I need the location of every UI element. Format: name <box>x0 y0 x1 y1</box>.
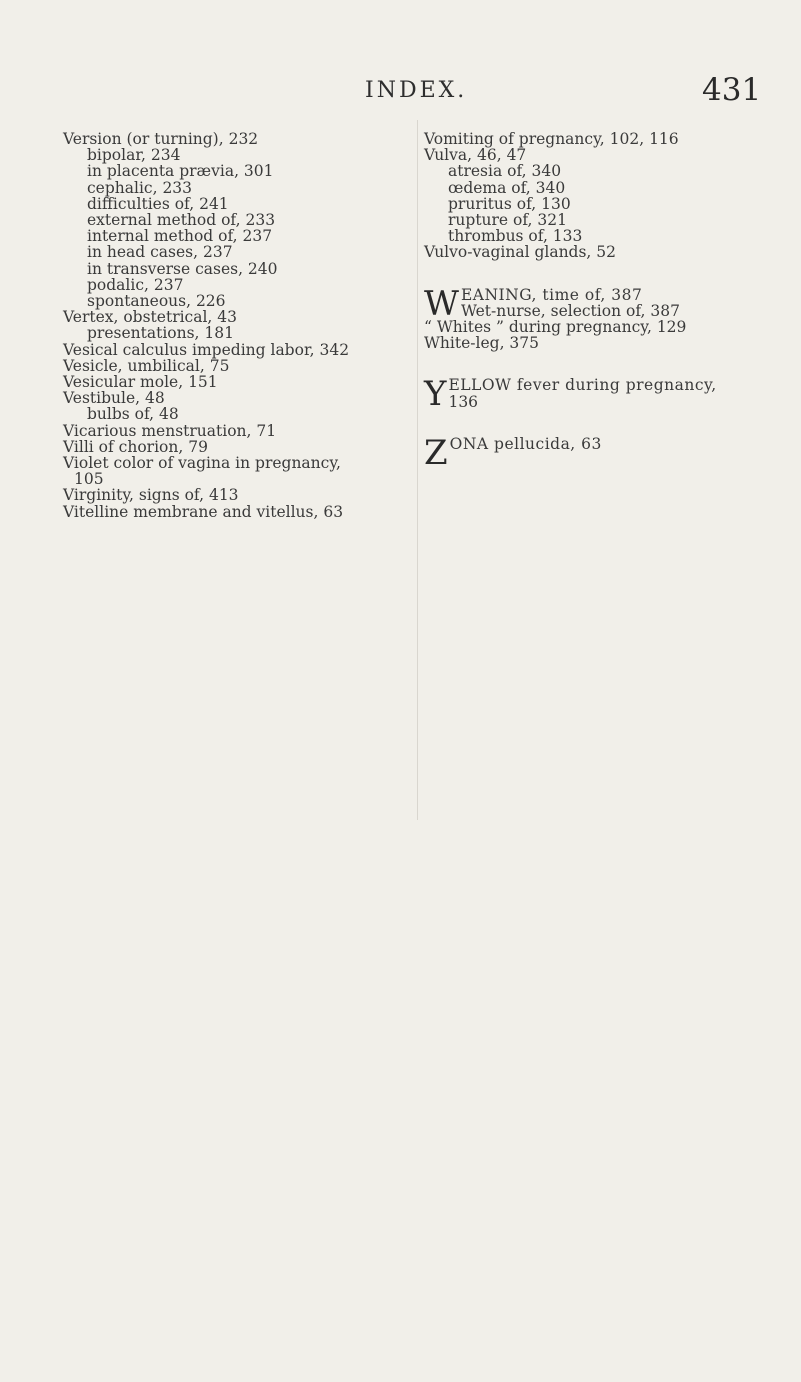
index-subentry: bipolar, 234 <box>87 146 181 165</box>
index-subentry: pruritus of, 130 <box>448 194 571 213</box>
index-entry: Vertex, obstetrical, 43 <box>63 308 238 327</box>
left-index-column <box>63 131 418 520</box>
w-section <box>424 283 794 353</box>
index-entry-continuation: 136 <box>448 392 479 411</box>
index-entry: ONA pellucida, 63 <box>449 434 602 453</box>
dropcap-w: W <box>424 283 459 324</box>
index-entry: Vesicle, umbilical, 75 <box>63 356 230 375</box>
index-subentry: difficulties of, 241 <box>87 194 229 213</box>
index-entry: Vulvo-vaginal glands, 52 <box>424 243 617 262</box>
index-entry: Virginity, signs of, 413 <box>63 486 239 505</box>
dropcap-y: Y <box>424 374 447 415</box>
index-subentry: in head cases, 237 <box>87 243 233 262</box>
index-subentry: œdema of, 340 <box>448 178 566 197</box>
index-subentry: bulbs of, 48 <box>87 405 179 424</box>
index-subentry: cephalic, 233 <box>87 178 193 197</box>
index-entry: Vomiting of pregnancy, 102, 116 <box>424 130 679 148</box>
index-subentry: internal method of, 237 <box>87 227 273 246</box>
index-entry: White-leg, 375 <box>424 334 540 353</box>
index-subentry: podalic, 237 <box>87 275 184 294</box>
index-entry-continuation: 105 <box>74 470 104 489</box>
z-section <box>424 432 794 473</box>
index-entry: ELLOW fever during pregnancy, <box>448 376 717 395</box>
index-entry: Wet-nurse, selection of, 387 <box>460 301 680 320</box>
index-subentry: in transverse cases, 240 <box>87 259 278 278</box>
index-subentry: rupture of, 321 <box>448 211 567 230</box>
index-subentry: in placenta prævia, 301 <box>87 162 274 181</box>
index-entry: Version (or turning), 232 <box>63 130 259 148</box>
page-number: 431 <box>702 72 762 108</box>
index-entry: Vulva, 46, 47 <box>424 146 527 165</box>
right-index-column <box>424 130 794 473</box>
index-subentry: atresia of, 340 <box>448 162 562 181</box>
index-entry: Villi of chorion, 79 <box>63 437 208 456</box>
index-subentry: presentations, 181 <box>87 324 234 343</box>
index-entry: Vicarious menstruation, 71 <box>63 421 277 440</box>
index-entry: Vesicular mole, 151 <box>63 373 218 392</box>
index-subentry: spontaneous, 226 <box>87 292 226 311</box>
index-entry: EANING, time of, 387 <box>460 285 643 304</box>
page-header <box>0 72 801 112</box>
index-subentry: thrombus of, 133 <box>448 227 583 246</box>
index-subentry: external method of, 233 <box>87 211 276 230</box>
dropcap-z: Z <box>424 432 448 473</box>
index-entry: Vesical calculus impeding labor, 342 <box>63 340 350 359</box>
index-entry: “ Whites ” during pregnancy, 129 <box>424 318 687 337</box>
index-entry: Vitelline membrane and vitellus, 63 <box>63 502 344 521</box>
index-entry: Vestibule, 48 <box>63 389 165 408</box>
index-entry: Violet color of vagina in pregnancy, <box>63 454 341 473</box>
running-title: INDEX. <box>365 78 468 103</box>
y-section <box>424 374 794 415</box>
